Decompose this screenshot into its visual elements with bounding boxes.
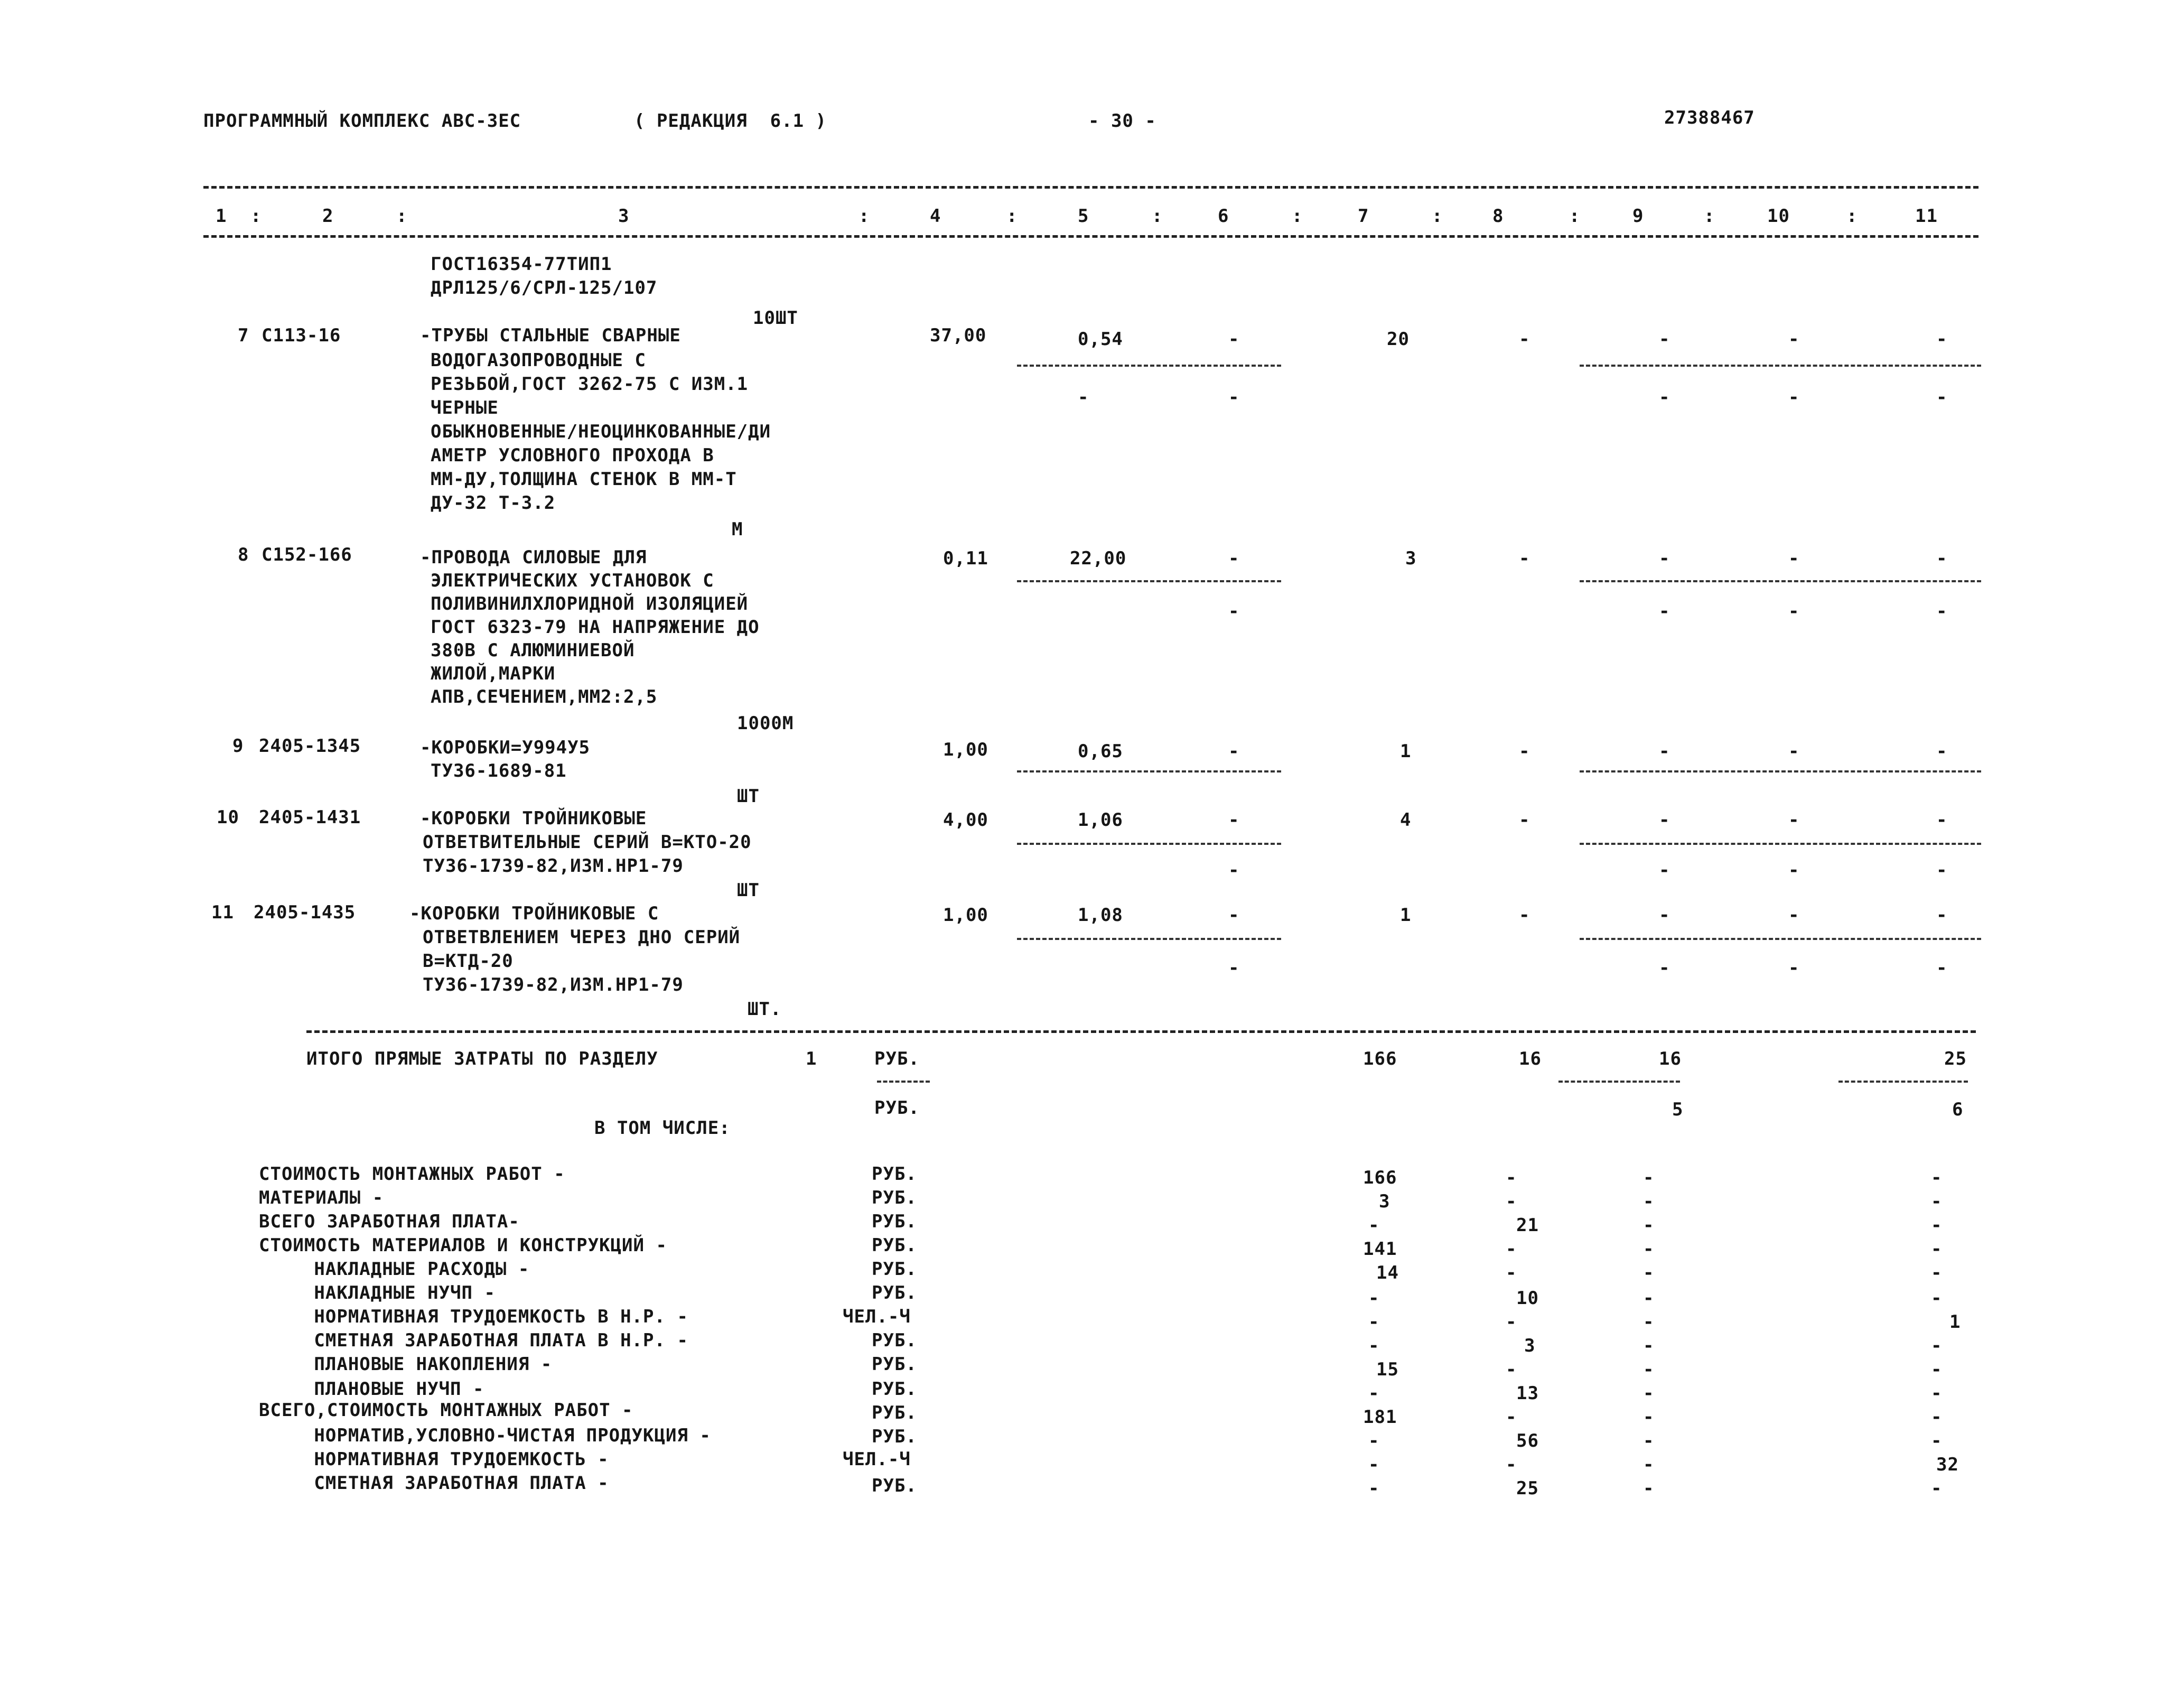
item-code: 2405-1345	[259, 736, 361, 757]
item-unit: ШТ.	[748, 999, 782, 1020]
item-unit: ШТ	[737, 880, 760, 901]
breakdown-col7: 166	[1363, 1167, 1397, 1188]
breakdown-unit: РУБ.	[872, 1163, 917, 1185]
breakdown-col7: -	[1368, 1430, 1380, 1451]
item-code: С113-16	[262, 325, 341, 346]
item-col8: -	[1519, 329, 1530, 350]
item-number: 7	[238, 325, 249, 346]
item-unit: 1000М	[737, 713, 794, 734]
item-number: 9	[232, 736, 244, 757]
item-col11: -	[1936, 741, 1948, 762]
breakdown-label: МАТЕРИАЛЫ -	[259, 1187, 384, 1208]
totals-col7: 166	[1363, 1048, 1397, 1069]
item-total: 1	[1400, 905, 1412, 926]
breakdown-col11: -	[1931, 1191, 1943, 1212]
item-unit-price: 22,00	[1070, 548, 1127, 569]
breakdown-col9: -	[1643, 1430, 1655, 1451]
column-divider: :	[1704, 206, 1715, 227]
item-description-line: -ПРОВОДА СИЛОВЫЕ ДЛЯ	[420, 547, 647, 568]
item-col6: -	[1228, 329, 1240, 350]
totals-col9: 16	[1659, 1048, 1682, 1069]
breakdown-col9: -	[1643, 1359, 1655, 1380]
breakdown-col9: -	[1643, 1311, 1655, 1333]
breakdown-col8: -	[1506, 1407, 1517, 1428]
item-description-line: ЧЕРНЫЕ	[431, 397, 499, 418]
item-col6-b: -	[1228, 957, 1240, 979]
column-divider: :	[250, 206, 262, 227]
breakdown-col11: -	[1931, 1478, 1943, 1499]
item-description-line: -ТРУБЫ СТАЛЬНЫЕ СВАРНЫЕ	[420, 325, 681, 346]
item-col10: -	[1788, 548, 1800, 569]
item-col11: -	[1936, 329, 1948, 350]
header-bottom-rule	[203, 235, 1978, 238]
breakdown-unit: РУБ.	[872, 1282, 917, 1304]
breakdown-label: СТОИМОСТЬ МАТЕРИАЛОВ И КОНСТРУКЦИЙ -	[259, 1235, 667, 1256]
column-divider: :	[1006, 206, 1018, 227]
item-description-line: ОБЫКНОВЕННЫЕ/НЕОЦИНКОВАННЫЕ/ДИ	[431, 421, 771, 442]
item-unit: 10ШТ	[753, 308, 798, 329]
cell-underline	[1580, 770, 1981, 772]
column-header: 2	[322, 206, 334, 227]
breakdown-unit: РУБ.	[872, 1379, 917, 1400]
item-col9: -	[1659, 905, 1670, 926]
item-col9: -	[1659, 809, 1670, 831]
breakdown-label: ВСЕГО ЗАРАБОТНАЯ ПЛАТА-	[259, 1211, 520, 1232]
cell-underline	[877, 1081, 930, 1083]
cell-underline	[1558, 1081, 1680, 1083]
item-description-line: РЕЗЬБОЙ,ГОСТ 3262-75 С ИЗМ.1	[431, 374, 749, 395]
breakdown-col11: 32	[1936, 1454, 1959, 1475]
item-description-line: АПВ,СЕЧЕНИЕМ,ММ2:2,5	[431, 686, 658, 707]
breakdown-col11: -	[1931, 1262, 1943, 1283]
breakdown-unit: РУБ.	[872, 1235, 917, 1256]
breakdown-col11: -	[1931, 1407, 1943, 1428]
breakdown-col8: -	[1506, 1239, 1517, 1260]
item-description-line: В=КТД-20	[423, 951, 514, 972]
breakdown-col9: -	[1643, 1262, 1655, 1283]
breakdown-label: ВСЕГО,СТОИМОСТЬ МОНТАЖНЫХ РАБОТ -	[259, 1400, 633, 1421]
column-header: 9	[1632, 206, 1644, 227]
including-label: В ТОМ ЧИСЛЕ:	[594, 1118, 731, 1139]
column-divider: :	[396, 206, 408, 227]
item-col9-b: -	[1659, 387, 1670, 408]
item-col9: -	[1659, 329, 1670, 350]
breakdown-label: ПЛАНОВЫЕ НУЧП -	[280, 1379, 484, 1400]
breakdown-col7: -	[1368, 1478, 1380, 1499]
cell-underline	[1580, 843, 1981, 845]
edition-label: ( РЕДАКЦИЯ 6.1 )	[634, 110, 827, 132]
item-description-line: ТУ36-1689-81	[431, 760, 567, 781]
breakdown-label: НАКЛАДНЫЕ РАСХОДЫ -	[280, 1259, 530, 1280]
item-col11: -	[1936, 905, 1948, 926]
breakdown-unit: РУБ.	[872, 1426, 917, 1447]
breakdown-col7: 3	[1379, 1191, 1390, 1212]
breakdown-unit: РУБ.	[872, 1211, 917, 1232]
item-description-line: -КОРОБКИ=У994У5	[420, 737, 591, 758]
breakdown-label: ПЛАНОВЫЕ НАКОПЛЕНИЯ -	[280, 1354, 553, 1375]
totals-unit: РУБ.	[874, 1048, 920, 1069]
item-col10: -	[1788, 905, 1800, 926]
cell-underline	[1580, 365, 1981, 367]
item-description-line: ДРЛ125/6/СРЛ-125/107	[431, 277, 658, 299]
item-description-line: ОТВЕТВЛЕНИЕМ ЧЕРЕЗ ДНО СЕРИЙ	[423, 927, 741, 948]
item-col11-b: -	[1936, 957, 1948, 979]
document-number: 27388467	[1664, 107, 1755, 128]
breakdown-col7: -	[1368, 1288, 1380, 1309]
cell-underline	[1017, 843, 1281, 845]
breakdown-col7: 141	[1363, 1239, 1397, 1260]
item-description-line: -КОРОБКИ ТРОЙНИКОВЫЕ	[420, 808, 647, 829]
item-description-line: ДУ-32 Т-3.2	[431, 492, 556, 514]
totals-rule	[306, 1030, 1976, 1033]
item-col9-b: -	[1659, 860, 1670, 881]
item-col10-b: -	[1788, 601, 1800, 622]
breakdown-col11: -	[1931, 1167, 1943, 1188]
breakdown-col7: -	[1368, 1311, 1380, 1333]
item-number: 8	[238, 544, 249, 565]
item-description-line: ВОДОГАЗОПРОВОДНЫЕ С	[431, 350, 646, 371]
totals-col11-b: 6	[1952, 1099, 1964, 1120]
item-unit-price: 0,65	[1078, 741, 1123, 762]
item-col6-b: -	[1228, 601, 1240, 622]
breakdown-col9: -	[1643, 1167, 1655, 1188]
item-col10-b: -	[1788, 860, 1800, 881]
item-col9-b: -	[1659, 957, 1670, 979]
item-col11: -	[1936, 809, 1948, 831]
item-col6: -	[1228, 905, 1240, 926]
item-unit-price: 1,06	[1078, 809, 1123, 831]
column-header: 6	[1218, 206, 1229, 227]
item-col6-b: -	[1228, 860, 1240, 881]
breakdown-col9: -	[1643, 1383, 1655, 1404]
totals-label: ИТОГО ПРЯМЫЕ ЗАТРАТЫ ПО РАЗДЕЛУ	[306, 1048, 658, 1069]
breakdown-col11: -	[1931, 1215, 1943, 1236]
item-quantity: 1,00	[943, 739, 988, 760]
item-quantity: 0,11	[943, 548, 988, 569]
item-col9-b: -	[1659, 601, 1670, 622]
item-col10-b: -	[1788, 957, 1800, 979]
item-col11-b: -	[1936, 601, 1948, 622]
item-quantity: 37,00	[930, 325, 987, 346]
column-header: 4	[930, 206, 941, 227]
breakdown-col9: -	[1643, 1407, 1655, 1428]
item-col11: -	[1936, 548, 1948, 569]
breakdown-col8: 13	[1516, 1383, 1539, 1404]
breakdown-col7: -	[1368, 1454, 1380, 1475]
breakdown-col8: 25	[1516, 1478, 1539, 1499]
breakdown-col7: 15	[1376, 1359, 1399, 1380]
item-code: 2405-1431	[259, 807, 361, 828]
breakdown-col8: -	[1506, 1167, 1517, 1188]
breakdown-col8: -	[1506, 1311, 1517, 1333]
item-col6: -	[1228, 809, 1240, 831]
breakdown-col11: -	[1931, 1288, 1943, 1309]
item-unit-price: 1,08	[1078, 905, 1123, 926]
item-code: С152-166	[262, 544, 352, 565]
breakdown-col9: -	[1643, 1239, 1655, 1260]
breakdown-col7: 181	[1363, 1407, 1397, 1428]
breakdown-label: СТОИМОСТЬ МОНТАЖНЫХ РАБОТ -	[259, 1163, 565, 1185]
breakdown-col8: 21	[1516, 1215, 1539, 1236]
item-col10: -	[1788, 809, 1800, 831]
item-col11-b: -	[1936, 387, 1948, 408]
item-total: 1	[1400, 741, 1412, 762]
item-description-line: ГОСТ16354-77ТИП1	[431, 254, 612, 275]
cell-underline	[1017, 365, 1281, 367]
breakdown-unit: РУБ.	[872, 1330, 917, 1351]
breakdown-unit: РУБ.	[872, 1402, 917, 1423]
breakdown-col8: -	[1506, 1191, 1517, 1212]
item-description-line: ОТВЕТВИТЕЛЬНЫЕ СЕРИЙ В=КТО-20	[423, 832, 752, 853]
breakdown-unit: РУБ.	[872, 1475, 917, 1496]
item-unit-price: 0,54	[1078, 329, 1123, 350]
column-header: 11	[1915, 206, 1938, 227]
item-col9: -	[1659, 741, 1670, 762]
item-col10: -	[1788, 741, 1800, 762]
item-total: 3	[1405, 548, 1417, 569]
breakdown-col8: -	[1506, 1262, 1517, 1283]
item-col6: -	[1228, 741, 1240, 762]
breakdown-col7: -	[1368, 1215, 1380, 1236]
item-description-line: ММ-ДУ,ТОЛЩИНА СТЕНОК В ММ-Т	[431, 469, 737, 490]
item-col8: -	[1519, 905, 1530, 926]
cell-underline	[1580, 938, 1981, 940]
breakdown-unit: ЧЕЛ.-Ч	[843, 1449, 911, 1470]
page-number: - 30 -	[1088, 110, 1156, 132]
breakdown-col11: -	[1931, 1430, 1943, 1451]
item-unit: ШТ	[737, 786, 760, 807]
breakdown-label: НОРМАТИВНАЯ ТРУДОЕМКОСТЬ В Н.Р. -	[280, 1306, 688, 1327]
item-total: 4	[1400, 809, 1412, 831]
breakdown-col8: -	[1506, 1454, 1517, 1475]
breakdown-col11: -	[1931, 1335, 1943, 1356]
breakdown-col8: -	[1506, 1359, 1517, 1380]
breakdown-col11: -	[1931, 1239, 1943, 1260]
breakdown-label: НОРМАТИВНАЯ ТРУДОЕМКОСТЬ -	[280, 1449, 609, 1470]
breakdown-col9: -	[1643, 1335, 1655, 1356]
column-divider: :	[1432, 206, 1443, 227]
breakdown-col9: -	[1643, 1478, 1655, 1499]
item-col11-b: -	[1936, 860, 1948, 881]
column-divider: :	[1292, 206, 1303, 227]
column-header: 8	[1492, 206, 1504, 227]
column-divider: :	[858, 206, 870, 227]
cell-underline	[1838, 1081, 1968, 1083]
column-divider: :	[1569, 206, 1581, 227]
breakdown-col9: -	[1643, 1288, 1655, 1309]
breakdown-col7: 14	[1376, 1262, 1399, 1283]
breakdown-unit: ЧЕЛ.-Ч	[843, 1306, 911, 1327]
breakdown-label: НАКЛАДНЫЕ НУЧП -	[280, 1282, 496, 1304]
breakdown-col7: -	[1368, 1383, 1380, 1404]
breakdown-col11: -	[1931, 1359, 1943, 1380]
item-unit: М	[732, 519, 743, 540]
column-divider: :	[1152, 206, 1163, 227]
item-quantity: 4,00	[943, 809, 988, 831]
item-number: 10	[217, 807, 239, 828]
column-header: 1	[216, 206, 227, 227]
header-top-rule	[203, 186, 1978, 189]
breakdown-col9: -	[1643, 1215, 1655, 1236]
cell-underline	[1017, 938, 1281, 940]
breakdown-label: СМЕТНАЯ ЗАРАБОТНАЯ ПЛАТА В Н.Р. -	[280, 1330, 688, 1351]
column-header: 10	[1767, 206, 1790, 227]
item-description-line: -КОРОБКИ ТРОЙНИКОВЫЕ С	[409, 903, 659, 924]
item-description-line: ТУ36-1739-82,ИЗМ.НР1-79	[423, 974, 684, 995]
item-description-line: ПОЛИВИНИЛХЛОРИДНОЙ ИЗОЛЯЦИЕЙ	[431, 593, 749, 615]
breakdown-label: СМЕТНАЯ ЗАРАБОТНАЯ ПЛАТА -	[280, 1473, 609, 1494]
breakdown-col8: 3	[1524, 1335, 1536, 1356]
item-total: 20	[1387, 329, 1410, 350]
item-description-line: АМЕТР УСЛОВНОГО ПРОХОДА В	[431, 445, 714, 466]
item-description-line: ГОСТ 6323-79 НА НАПРЯЖЕНИЕ ДО	[431, 617, 760, 638]
column-header: 3	[618, 206, 630, 227]
breakdown-unit: РУБ.	[872, 1354, 917, 1375]
item-col6-b: -	[1228, 387, 1240, 408]
totals-col9-b: 5	[1672, 1099, 1684, 1120]
breakdown-col11: 1	[1949, 1311, 1961, 1333]
item-col6: -	[1228, 548, 1240, 569]
item-col8: -	[1519, 548, 1530, 569]
breakdown-col9: -	[1643, 1191, 1655, 1212]
item-description-line: ЖИЛОЙ,МАРКИ	[431, 663, 556, 684]
item-col10-b: -	[1788, 387, 1800, 408]
cell-underline	[1017, 580, 1281, 582]
breakdown-col8: 56	[1516, 1430, 1539, 1451]
item-description-line: 380В С АЛЮМИНИЕВОЙ	[431, 640, 635, 661]
item-col5-b: -	[1078, 387, 1089, 408]
item-col10: -	[1788, 329, 1800, 350]
breakdown-label: НОРМАТИВ,УСЛОВНО-ЧИСТАЯ ПРОДУКЦИЯ -	[280, 1425, 711, 1446]
item-code: 2405-1435	[254, 902, 356, 923]
program-title: ПРОГРАММНЫЙ КОМПЛЕКС АВС-3ЕС	[203, 110, 521, 132]
breakdown-col9: -	[1643, 1454, 1655, 1475]
totals-unit-2: РУБ.	[874, 1097, 920, 1119]
totals-section-number: 1	[806, 1048, 817, 1069]
cell-underline	[1580, 580, 1981, 582]
totals-col8: 16	[1519, 1048, 1542, 1069]
item-col9: -	[1659, 548, 1670, 569]
breakdown-col11: -	[1931, 1383, 1943, 1404]
item-description-line: ЭЛЕКТРИЧЕСКИХ УСТАНОВОК С	[431, 570, 714, 591]
item-col8: -	[1519, 809, 1530, 831]
column-divider: :	[1846, 206, 1858, 227]
breakdown-unit: РУБ.	[872, 1187, 917, 1208]
item-col8: -	[1519, 741, 1530, 762]
breakdown-unit: РУБ.	[872, 1259, 917, 1280]
totals-col11: 25	[1944, 1048, 1967, 1069]
item-number: 11	[211, 902, 234, 923]
breakdown-col7: -	[1368, 1335, 1380, 1356]
item-description-line: ТУ36-1739-82,ИЗМ.НР1-79	[423, 855, 684, 877]
item-quantity: 1,00	[943, 905, 988, 926]
breakdown-col8: 10	[1516, 1288, 1539, 1309]
column-header: 7	[1358, 206, 1369, 227]
cell-underline	[1017, 770, 1281, 772]
column-header: 5	[1078, 206, 1089, 227]
